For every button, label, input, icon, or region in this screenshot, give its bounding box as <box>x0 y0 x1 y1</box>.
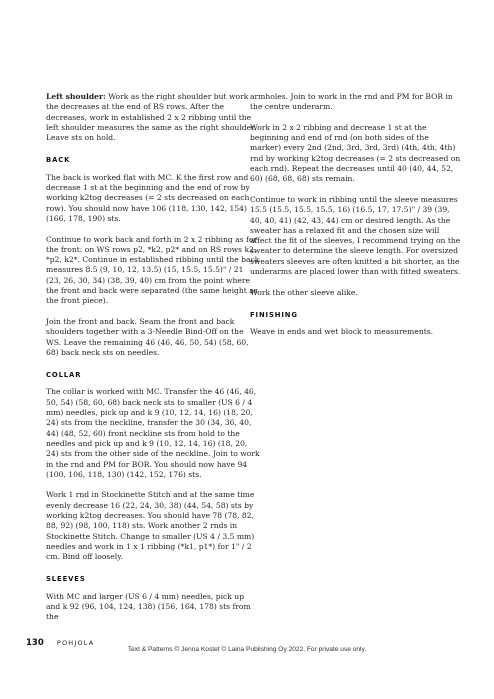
copyright-notice: Text & Patterns © Jenna Kostet © Laina Publishing Oy 2022. For private use only. <box>127 646 367 653</box>
left-shoulder-text: Work as the right shoulder but work the decreases at the end of RS rows. After the decreases, work in established 2 x 2 ribbing until the left shoulder measures the same as the right shoulder. Leave sts on hold. <box>46 92 257 143</box>
back-heading: BACK <box>46 156 71 165</box>
page-number: 130 <box>26 638 44 648</box>
left-column <box>46 92 260 633</box>
finishing-paragraph: Weave in ends and wet block to measurements. <box>250 327 434 337</box>
sleeves-heading: SLEEVES <box>46 575 86 584</box>
back-paragraph-3: Join the front and back. Seam the front and back shoulders together with a 3-Needle Bind-Off on the WS. Leave the remaining 46 (46, 46, 50, 54) (58, 60, 68) back neck sts on needles. <box>46 316 249 357</box>
back-paragraph-1: The back is worked flat with MC. K the first row and decrease 1 st at the beginning and the end of row by working k2tog decreases (= 2 sts decreased on each row). You should now have 106 (118, 130, 142, 154) (166, 178, 190) sts. <box>46 172 250 223</box>
collar-paragraph-2: Work 1 rnd in Stockinette Stitch and at the same time evenly decrease 16 (22, 24, 30, 38) (44, 54, 58) sts by working k2tog decreases. You should have 78 (78, 82, 88, 92) (98, 100, 118) sts. Work another 2 rnds in Stockinette Stitch. Change to smaller (US 4 / 3.5 mm) needles and work in 1 x 1 ribbing (*k1, p1*) for 1" / 2 cm. Bind off loosely. <box>46 490 255 562</box>
sleeves-paragraph-3: Continue to work in ribbing until the sleeve measures 15.5 (15.5, 15.5, 15.5, 16) (16.5, 17, 17.5)" / 39 (39, 40, 40, 41) (42, 43, 44) cm or desired length. As the sweater has a relaxed fit and the chosen size will affect the fit of the sleeves, I recommend trying on the sweater to determine the sleeve length. For oversized sweaters sleeves are often knitted a bit shorter, as the underarms are placed lower than with fitted sweaters. <box>250 194 461 277</box>
sleeves-paragraph-4: Work the other sleeve alike. <box>250 287 358 297</box>
finishing-heading: FINISHING <box>250 310 298 319</box>
sleeves-paragraph-1: With MC and larger (US 6 / 4 mm) needles, pick up and k 92 (96, 104, 124, 138) (156, 164, 178) sts from the <box>46 591 251 622</box>
left-shoulder-lead: Left shoulder: <box>46 92 106 101</box>
sleeves-paragraph-2: Work in 2 x 2 ribbing and decrease 1 st at the beginning and end of rnd (on both sides of the marker) every 2nd (2nd, 3rd, 3rd, 3rd) (4th, 4th, 4th) rnd by working k2tog decreases (= 2 sts decreased on each rnd). Repeat the decreases until 40 (40, 44, 52, 60) (68, 68, 68) sts remain. <box>250 122 461 184</box>
left-shoulder-paragraph <box>46 92 260 143</box>
back-paragraph-2: Continue to work back and forth in 2 x 2 ribbing as for the front: on WS rows p2, *k2, p2* and on RS rows k2, *p2, k2*. Continue in established ribbing until the back measures 8.5 (9, 10, 12, 13.5) (15, 15.5, 15.5)" / 21 (23, 26, 30, 34) (38, 39, 40) cm from the point where the front and back were separated (the same height as the front piece). <box>46 234 260 306</box>
book-brand: POHJOLA <box>56 639 95 647</box>
collar-paragraph-1: The collar is worked with MC. Transfer the 46 (46, 46, 50, 54) (58, 60, 68) back neck sts to smaller (US 6 / 4 mm) needles, pick up and k 9 (10, 12, 14, 16) (18, 20, 24) sts from the neckline, transfer the 30 (34, 36, 40, 44) (48, 52, 60) front neckline sts from hold to the needles and pick up and k 9 (10, 12, 14, 16) (18, 20, 24) sts from the other side of the neckline. Join to work in the rnd and PM for BOR. You should now have 94 (100, 106, 118, 130) (142, 152, 176) sts. <box>46 387 260 479</box>
collar-heading: COLLAR <box>46 371 82 380</box>
right-column <box>250 92 462 348</box>
sleeves-paragraph-1-continued: armholes. Join to work in the rnd and PM for BOR in the centre underarm. <box>250 92 453 112</box>
